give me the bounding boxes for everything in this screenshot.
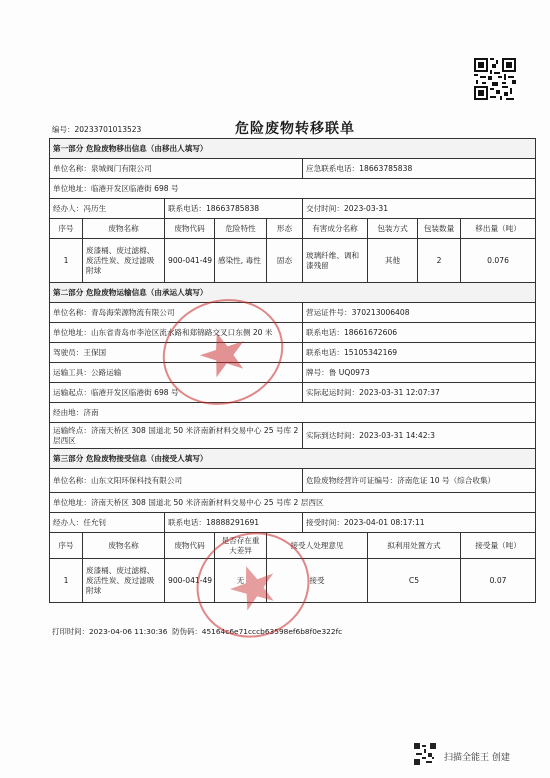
column-header: 包装数量 (418, 219, 461, 239)
part3-handler: 经办人：任允钊 (50, 513, 165, 533)
part1-address: 单位地址：临港开发区临港街 698 号 (50, 179, 536, 199)
part1-handover-time: 交付时间：2023-03-31 (303, 199, 536, 219)
waste-ingredients: 玻璃纤维、调和漆残留 (303, 239, 368, 283)
column-header: 包装方式 (368, 219, 418, 239)
column-header: 废物名称 (83, 533, 165, 559)
received-index: 1 (50, 559, 83, 603)
document-number-label: 编号： (52, 125, 75, 134)
waste-amount: 0.076 (461, 239, 536, 283)
part2-driver-phone: 联系电话：15105342169 (303, 343, 536, 363)
part2-address: 单位地址：山东省青岛市李沧区流水路和郑锦路交叉口东侧 20 米 (50, 323, 303, 343)
column-header: 废物名称 (83, 219, 165, 239)
part3-header-row (50, 449, 536, 469)
part3-license: 危险废物经营许可证编号：济南危证 10 号（综合收集） (303, 469, 536, 493)
part3-contact-phone: 联系电话：18888291691 (165, 513, 303, 533)
column-header: 危险特性 (215, 219, 267, 239)
column-header: 序号 (50, 533, 83, 559)
part3-receive-time: 接受时间：2023-04-01 08:17:11 (303, 513, 536, 533)
part1-column-headers (50, 219, 536, 239)
document-title: 危险废物转移联单 (235, 121, 355, 137)
part2-unit-name: 单位名称：青岛海荣源物流有限公司 (50, 303, 303, 323)
part3-unit-row (50, 469, 536, 493)
document-number-value: 20233701013523 (74, 125, 142, 134)
column-header: 序号 (50, 219, 83, 239)
column-header: 有害成分名称 (303, 219, 368, 239)
scanner-app-qr-icon (414, 743, 436, 765)
column-header: 移出量（吨） (461, 219, 536, 239)
part1-header: 第一部分 危险废物移出信息（由移出人填写） (50, 139, 536, 159)
part2-driver-row (50, 343, 536, 363)
anti-counterfeit-code: 45164c6e71cccb63598ef6b8f0e322fc (201, 627, 343, 636)
part1-address-row (50, 179, 536, 199)
part2-via-row (50, 403, 536, 423)
column-header: 废物代码 (165, 219, 215, 239)
part3-handler-row (50, 513, 536, 533)
part2-via: 经由地：济南 (50, 403, 536, 423)
part2-mode: 运输工具：公路运输 (50, 363, 303, 383)
column-header: 接受人处理意见 (267, 533, 368, 559)
part2-arrive-time: 实际到达时间：2023-03-31 14:42:3 (303, 423, 536, 449)
waste-hazard: 感染性, 毒性 (215, 239, 267, 283)
part1-emergency-phone: 应急联系电话：18663785838 (303, 159, 536, 179)
part1-handler-row (50, 199, 536, 219)
received-amount: 0.07 (461, 559, 536, 603)
print-time: 2023-04-06 11:30:36 (88, 627, 168, 636)
part2-header-row (50, 283, 536, 303)
document-number (52, 124, 141, 135)
part2-contact-phone: 联系电话：18661672606 (303, 323, 536, 343)
part3-address: 单位地址：济南天桥区 308 国道北 50 米济南新材料交易中心 25 号库 2 层西区 (50, 493, 536, 513)
part3-address-row (50, 493, 536, 513)
received-code: 900-041-49 (165, 559, 215, 603)
part3-unit-name: 单位名称：山东文阳环保科技有限公司 (50, 469, 303, 493)
received-difference: 无 (215, 559, 267, 603)
part2-end: 运输终点：济南天桥区 308 国道北 50 米济南新材料交易中心 25 号库 2 层西区 (50, 423, 303, 449)
part1-handler: 经办人：冯历生 (50, 199, 165, 219)
waste-packing: 其他 (368, 239, 418, 283)
received-opinion: 接受 (267, 559, 368, 603)
part2-address-row (50, 323, 536, 343)
column-header: 拟利用处置方式 (368, 533, 461, 559)
part3-header: 第三部分 危险废物接受信息（由接受人填写） (50, 449, 536, 469)
part1-unit-name: 单位名称：泉城阀门有限公司 (50, 159, 303, 179)
received-name: 废漆桶、废过滤棉、废活性炭、废过滤吸附球 (83, 559, 165, 603)
print-info: 打印时间：2023-04-06 11:30:36 防伪码：45164c6e71cccb63598ef6b8f0e322fc (52, 627, 343, 636)
part2-driver: 驾驶员：王保国 (50, 343, 303, 363)
received-method: C5 (368, 559, 461, 603)
part2-header: 第二部分 危险废物运输信息（由承运人填写） (50, 283, 536, 303)
scanner-app-watermark: 扫描全能王 创建 (444, 753, 510, 763)
part2-start: 运输起点：临港开发区临港街 698 号 (50, 383, 303, 403)
part1-contact-phone: 联系电话：18663785838 (165, 199, 303, 219)
part2-end-row (50, 423, 536, 449)
waste-code: 900-041-49 (165, 239, 215, 283)
waste-index: 1 (50, 239, 83, 283)
waste-form: 固态 (267, 239, 303, 283)
waste-name: 废漆桶、废过滤棉、废活性炭、废过滤吸附球 (83, 239, 165, 283)
column-header: 是否存在重大差异 (215, 533, 267, 559)
part2-plate: 牌号：鲁 UQ0973 (303, 363, 536, 383)
part1-waste-row (50, 239, 536, 283)
qr-code-icon (474, 58, 516, 100)
part2-permit: 营运证件号：370213006408 (303, 303, 536, 323)
part2-start-time: 实际起运时间：2023-03-31 12:07:37 (303, 383, 536, 403)
column-header: 废物代码 (165, 533, 215, 559)
part1-header-row (50, 139, 536, 159)
column-header: 形态 (267, 219, 303, 239)
part1-unit-row (50, 159, 536, 179)
waste-quantity: 2 (418, 239, 461, 283)
column-header: 接受量（吨） (461, 533, 536, 559)
part2-start-row (50, 383, 536, 403)
part2-unit-row (50, 303, 536, 323)
